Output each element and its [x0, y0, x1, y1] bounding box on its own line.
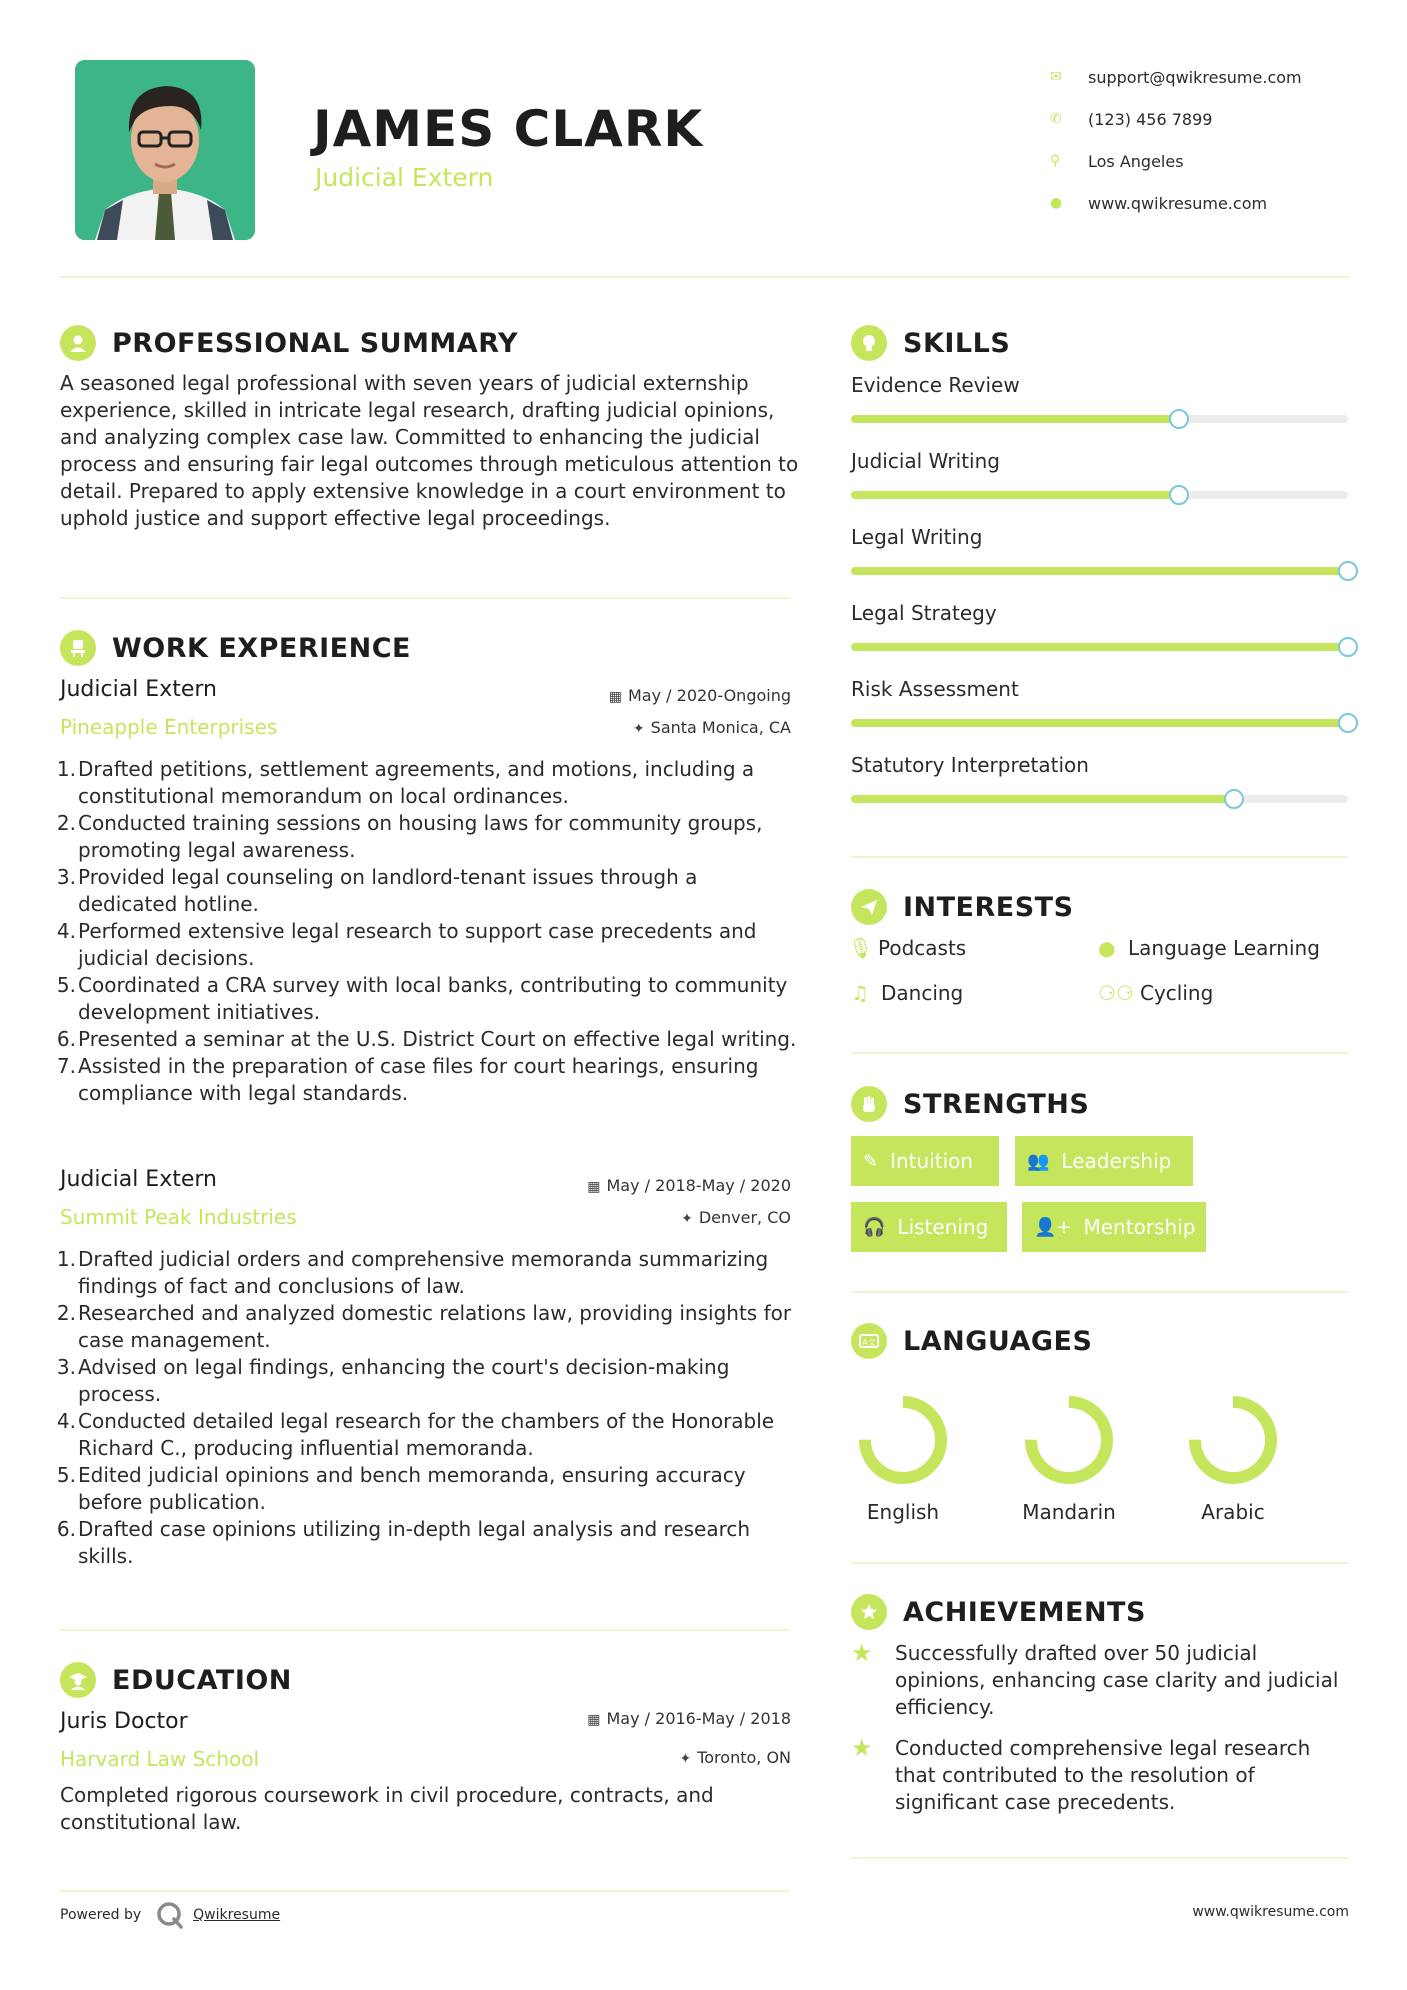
job-1-title: Judicial Extern [60, 677, 217, 702]
skills-heading [851, 325, 1010, 361]
skill-level-knob [1338, 561, 1358, 581]
contact-website[interactable] [1050, 182, 1302, 224]
chair-icon [60, 630, 96, 666]
skill-level-knob [1224, 789, 1244, 809]
education-dates-text: May / 2016-May / 2018 [606, 1709, 791, 1728]
contact-list [1050, 56, 1302, 224]
language-ring [1009, 1380, 1129, 1500]
svg-text:A文: A文 [862, 1338, 876, 1347]
job-1-dates-text: May / 2020-Ongoing [628, 686, 791, 705]
experience-divider [60, 1629, 790, 1631]
lightbulb-icon [851, 325, 887, 361]
pushpin-icon: ✦ [679, 1751, 692, 1767]
skill-bar-fill [851, 643, 1348, 651]
list-item: 4. Conducted detailed legal research for the chambers of the Honorable Richard C., producing influential memoranda. [56, 1409, 775, 1460]
user-plus-icon: 👤+ [1034, 1216, 1072, 1238]
contact-location-text: Los Angeles [1088, 151, 1184, 171]
interests-heading [851, 889, 1074, 925]
skill-bar-fill [851, 795, 1234, 803]
group-icon: 👥 [1027, 1150, 1050, 1172]
language-label: English [866, 1500, 940, 1524]
languages-title: LANGUAGES [903, 1325, 1093, 1357]
interest-language-learning: ● Language Learning [1098, 936, 1320, 960]
education-location-text: Toronto, ON [697, 1748, 791, 1767]
contact-phone-text: (123) 456 7899 [1088, 109, 1213, 129]
strength-badge-mentorship: 👤+ Mentorship [1022, 1202, 1206, 1252]
education-location [679, 1748, 791, 1767]
contact-email-text: support@qwikresume.com [1088, 67, 1302, 87]
hand-icon [851, 1086, 887, 1122]
skill-level-knob [1169, 485, 1189, 505]
language-progress-ring [1009, 1380, 1129, 1500]
list-item: 5. Coordinated a CRA survey with local banks, contributing to community development initiatives. [56, 973, 788, 1024]
languages-divider [851, 1562, 1348, 1564]
skill-label: Statutory Interpretation [851, 753, 1089, 777]
achievement-item-2: ★ Conducted comprehensive legal research that contributed to the resolution of significant case precedents. [851, 1734, 1311, 1814]
language-label: Mandarin [1022, 1500, 1116, 1524]
languages-heading [851, 1323, 1092, 1359]
job-1-company: Pineapple Enterprises [60, 715, 278, 739]
candidate-role: Judicial Extern [315, 163, 494, 192]
footer-website[interactable]: www.qwikresume.com [1192, 1904, 1349, 1920]
list-item: 4. Performed extensive legal research to support case precedents and judicial decisions. [56, 919, 757, 970]
microphone-icon: 🎙 [848, 936, 874, 960]
skill-bar-fill [851, 415, 1179, 423]
interests-title: INTERESTS [903, 891, 1074, 923]
summary-divider [60, 597, 790, 599]
education-heading [60, 1662, 292, 1698]
language-icon [851, 1323, 887, 1359]
interest-podcasts: 🎙 Podcasts [848, 936, 967, 960]
education-school: Harvard Law School [60, 1747, 260, 1771]
language-progress-ring [1173, 1380, 1293, 1500]
footer-powered-by [60, 1900, 280, 1930]
contact-email[interactable] [1050, 56, 1302, 98]
profile-photo [75, 60, 255, 240]
brand-link[interactable] [155, 1900, 280, 1930]
pushpin-icon: ✦ [632, 721, 645, 737]
star-badge-icon [851, 1594, 887, 1630]
skill-bar [851, 415, 1348, 423]
qwikresume-logo-icon [155, 1900, 185, 1930]
powered-by-text: Powered by [60, 1907, 142, 1923]
job-1-location [633, 718, 791, 737]
language-progress-ring [843, 1380, 963, 1500]
strength-badge-leadership: 👥 Leadership [1015, 1136, 1193, 1186]
skills-title: SKILLS [903, 327, 1011, 359]
calendar-icon: ▦ [608, 689, 622, 705]
skill-label: Legal Strategy [851, 601, 997, 625]
language-ring [1173, 1380, 1293, 1500]
magic-wand-icon: ✎ [863, 1150, 879, 1172]
globe-icon: ● [1098, 936, 1116, 960]
calendar-icon: ▦ [587, 1179, 601, 1195]
summary-heading [60, 325, 518, 361]
job-1-dates [609, 686, 791, 705]
job-2-dates-text: May / 2018-May / 2020 [606, 1176, 791, 1195]
list-item: 6. Drafted case opinions utilizing in-depth legal analysis and research skills. [56, 1517, 751, 1568]
list-item: 3. Advised on legal findings, enhancing the court's decision-making process. [56, 1355, 730, 1406]
contact-phone[interactable] [1050, 98, 1302, 140]
job-2-location-text: Denver, CO [698, 1208, 791, 1227]
summary-text: A seasoned legal professional with seven years of judicial externship experience, skilled in intricate legal research, drafting judicial opinions, and analyzing complex case law. Committed to enhancing the judicial process and ensuring fair legal outcomes through meticulous attention to detail. Prepared to apply extensive knowledge in a court environment to uphold justice and support effective legal proceedings. [60, 371, 799, 530]
education-degree: Juris Doctor [60, 1709, 188, 1734]
location-pin-icon: ⚲ [1050, 153, 1061, 169]
education-title: EDUCATION [112, 1664, 292, 1696]
list-item: 1. Drafted judicial orders and comprehensive memoranda summarizing findings of fact and conclusions of law. [56, 1247, 769, 1298]
interest-dancing: ♫ Dancing [851, 981, 964, 1005]
list-item: 7. Assisted in the preparation of case files for court hearings, ensuring compliance with legal standards. [56, 1054, 759, 1105]
list-item: 1. Drafted petitions, settlement agreements, and motions, including a constitutional memorandum on local ordinances. [56, 757, 755, 808]
brand-name: Qwikresume [193, 1907, 281, 1923]
skill-bar-fill [851, 719, 1348, 727]
interests-divider [851, 1052, 1348, 1054]
skill-bar [851, 719, 1348, 727]
education-text: Completed rigorous coursework in civil procedure, contracts, and constitutional law. [60, 1783, 714, 1834]
job-2-dates [587, 1176, 791, 1195]
interest-cycling: ⚆⚆ Cycling [1098, 981, 1214, 1005]
strength-badge-intuition: ✎ Intuition [851, 1136, 999, 1186]
language-label: Arabic [1201, 1500, 1265, 1524]
job-2-location [681, 1208, 791, 1227]
skill-level-knob [1338, 637, 1358, 657]
list-item: 2. Researched and analyzed domestic relations law, providing insights for case management. [56, 1301, 792, 1352]
skill-level-knob [1169, 409, 1189, 429]
candidate-name: JAMES CLARK [313, 100, 704, 158]
contact-website-text: www.qwikresume.com [1088, 193, 1268, 213]
achievements-divider [851, 1857, 1348, 1859]
skill-level-knob [1338, 713, 1358, 733]
phone-icon: ✆ [1050, 111, 1062, 127]
headphones-icon: 🎧 [863, 1216, 886, 1238]
education-divider [60, 1890, 790, 1892]
job-1-location-text: Santa Monica, CA [650, 718, 791, 737]
job-2-title: Judicial Extern [60, 1167, 217, 1192]
contact-location [1050, 140, 1302, 182]
skill-label: Evidence Review [851, 373, 1020, 397]
skill-bar [851, 643, 1348, 651]
music-note-icon: ♫ [851, 981, 869, 1005]
skill-label: Judicial Writing [851, 449, 1000, 473]
experience-heading [60, 630, 411, 666]
language-ring [843, 1380, 963, 1500]
strength-badge-listening: 🎧 Listening [851, 1202, 1007, 1252]
skill-bar [851, 795, 1348, 803]
skill-bar [851, 567, 1348, 575]
strengths-title: STRENGTHS [903, 1088, 1090, 1120]
skill-label: Legal Writing [851, 525, 983, 549]
job-2-bullets [56, 1246, 798, 1570]
calendar-icon: ▦ [587, 1712, 601, 1728]
list-item: 5. Edited judicial opinions and bench memoranda, ensuring accuracy before publication. [56, 1463, 746, 1514]
summary-title: PROFESSIONAL SUMMARY [112, 327, 519, 359]
list-item: 3. Provided legal counseling on landlord-tenant issues through a dedicated hotline. [56, 865, 698, 916]
achievements-title: ACHIEVEMENTS [903, 1596, 1146, 1628]
skills-divider [851, 856, 1348, 858]
graduate-icon [60, 1662, 96, 1698]
skill-bar-fill [851, 567, 1348, 575]
strengths-divider [851, 1291, 1348, 1293]
user-icon [60, 325, 96, 361]
job-2-company: Summit Peak Industries [60, 1205, 297, 1229]
header-divider [60, 276, 1350, 278]
star-icon: ★ [851, 1639, 873, 1667]
strengths-heading [851, 1086, 1089, 1122]
skill-bar-fill [851, 491, 1179, 499]
globe-icon: ● [1050, 195, 1063, 211]
bicycle-icon: ⚆⚆ [1098, 981, 1134, 1005]
skill-label: Risk Assessment [851, 677, 1019, 701]
paper-plane-icon [851, 889, 887, 925]
skill-bar [851, 491, 1348, 499]
mail-icon: ✉ [1050, 69, 1062, 85]
achievements-heading [851, 1594, 1146, 1630]
achievement-item-1: ★ Successfully drafted over 50 judicial opinions, enhancing case clarity and judicial efficiency. [851, 1639, 1339, 1719]
star-icon: ★ [851, 1734, 873, 1762]
list-item: 2. Conducted training sessions on housing laws for community groups, promoting legal awareness. [56, 811, 763, 862]
education-dates [587, 1709, 791, 1728]
experience-title: WORK EXPERIENCE [112, 632, 411, 664]
job-1-bullets [56, 756, 798, 1107]
list-item: 6. Presented a seminar at the U.S. District Court on effective legal writing. [56, 1027, 797, 1051]
pushpin-icon: ✦ [681, 1211, 693, 1227]
